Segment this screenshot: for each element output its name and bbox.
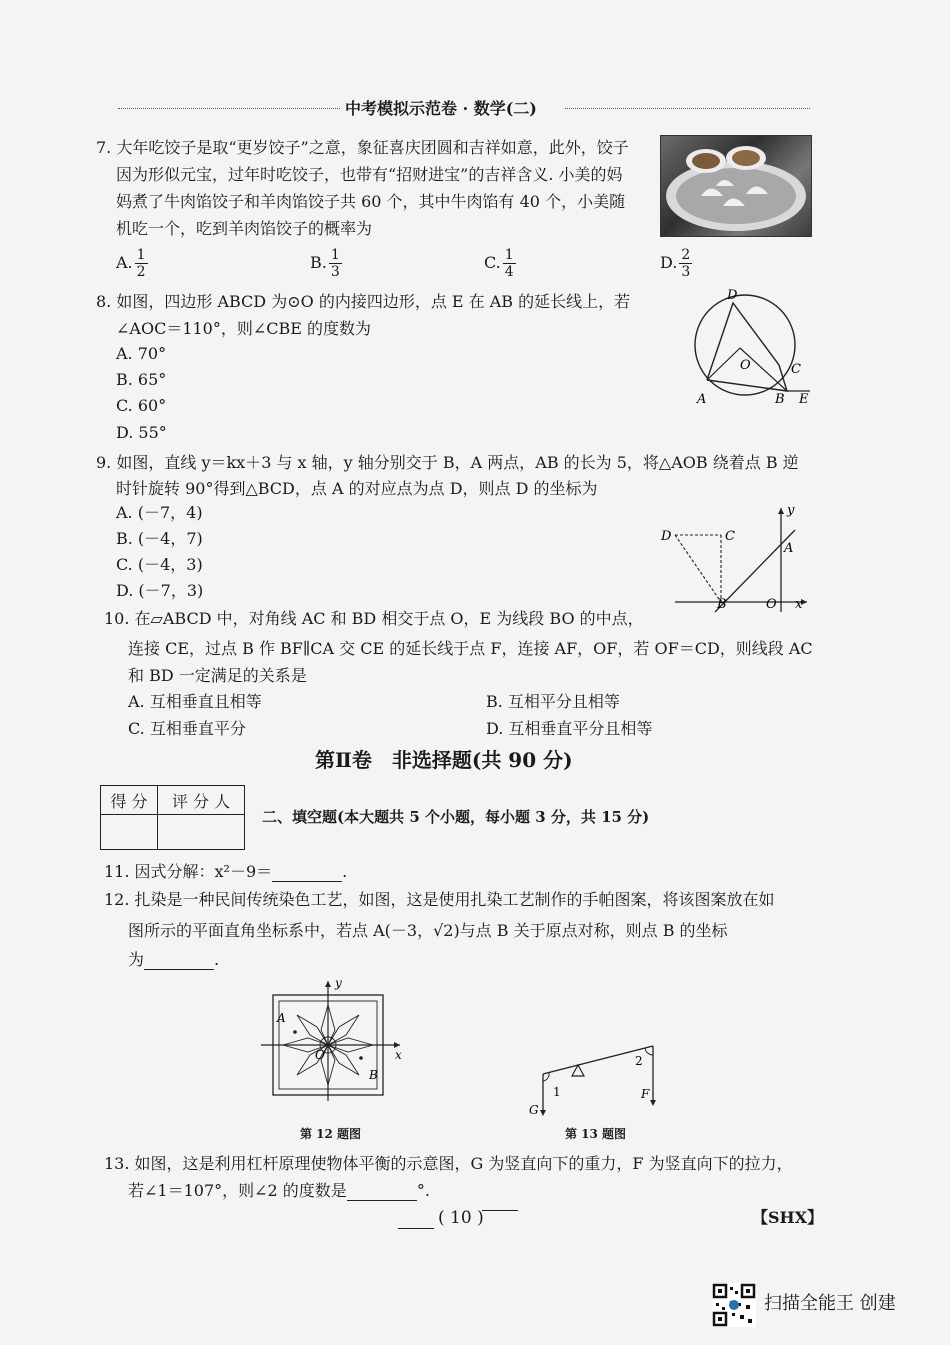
q13-caption: 第 13 题图 (565, 1127, 627, 1141)
label-O: O (740, 358, 751, 373)
dumplings-illustration (661, 136, 811, 236)
q7-line1: 7. 大年吃饺子是取“更岁饺子”之意，象征喜庆团圆和吉祥如意，此外，饺子 (96, 138, 629, 157)
q12-line1: 12. 扎染是一种民间传统染色工艺，如图，这是使用扎染工艺制作的手帕图案，将该图案放在如 (104, 890, 775, 909)
q13-line1: 13. 如图，这是利用杠杆原理使物体平衡的示意图，G 为竖直向下的重力，F 为竖直向下的拉力， (104, 1154, 793, 1173)
q10-option-a: A. 互相垂直且相等 (128, 692, 262, 711)
q13-lever-figure (525, 1030, 665, 1120)
label-A: A (277, 1011, 286, 1025)
qr-code-icon (712, 1283, 756, 1327)
q9-line1: 9. 如图，直线 y＝kx＋3 与 x 轴，y 轴分别交于 B，A 两点，AB 的长为 5，将△AOB 绕着点 B 逆 (96, 453, 799, 472)
label-x: x (395, 1048, 402, 1062)
answer-blank (144, 953, 214, 970)
q7-line4: 机吃一个，吃到羊肉馅饺子的概率为 (116, 219, 373, 238)
label-G: G (529, 1103, 539, 1117)
page-header-title: 中考模拟示范卷 · 数学(二) (345, 99, 537, 118)
q10-line3: 和 BD 一定满足的关系是 (128, 666, 307, 685)
grader-header: 评 分 人 (158, 786, 245, 815)
q9-coordinate-figure (655, 500, 815, 615)
q9-option-b: B. (－4，7) (116, 529, 203, 548)
q10-option-d: D. 互相垂直平分且相等 (486, 719, 653, 738)
q8-option-d: D. 55° (116, 423, 167, 442)
score-table (100, 785, 245, 850)
q9-option-a: A. (－7，4) (116, 503, 203, 522)
q13-text: 若∠1＝107°，则∠2 的度数是 (128, 1181, 347, 1200)
watermark-text: 扫描全能王 创建 (764, 1293, 896, 1314)
section-2-title: 第Ⅱ卷 非选择题(共 90 分) (315, 748, 573, 772)
score-header: 得 分 (101, 786, 158, 815)
label-y: y (335, 976, 342, 990)
fraction: $\frac{2}{3}$ (681, 247, 691, 280)
label-C: C (791, 362, 801, 377)
page-number-value: 10 (450, 1208, 472, 1228)
label-B: B (775, 392, 785, 407)
answer-blank (347, 1184, 417, 1201)
fraction: $\frac{1}{2}$ (136, 247, 146, 280)
q8-line2: ∠AOC＝110°，则∠CBE 的度数为 (116, 319, 372, 338)
q7-line3: 妈煮了牛肉馅饺子和羊肉馅饺子共 60 个，其中牛肉馅有 40 个，小美随 (116, 192, 626, 211)
label-D: D (727, 288, 738, 303)
label-O: O (315, 1048, 325, 1062)
q7-option-a (116, 243, 148, 283)
label-y: y (787, 503, 795, 518)
label-F: F (641, 1087, 650, 1101)
header-rule-left (118, 108, 340, 109)
fraction: $\frac{1}{3}$ (330, 247, 340, 280)
option-label: A. (116, 253, 133, 272)
label-O: O (766, 597, 777, 612)
exam-code: 【SHX】 (752, 1208, 824, 1227)
label-x: x (795, 597, 803, 612)
q13-line2 (128, 1181, 430, 1201)
q7-line2: 因为形似元宝，过年时吃饺子，也带有“招财进宝”的吉祥含义. 小美的妈 (116, 165, 623, 184)
label-E: E (799, 392, 809, 407)
q9-option-d: D. (－7，3) (116, 581, 204, 600)
q10-option-b: B. 互相平分且相等 (486, 692, 620, 711)
q11-end: . (342, 862, 348, 881)
q7-option-b (310, 243, 342, 283)
grader-cell (158, 815, 245, 850)
q8-option-b: B. 65° (116, 370, 167, 389)
score-cell (101, 815, 158, 850)
page-number: ( 10 ) (438, 1208, 484, 1228)
q8-line1: 8. 如图，四边形 ABCD 为⊙O 的内接四边形，点 E 在 AB 的延长线上，若 (96, 292, 631, 311)
option-label: C. (484, 253, 501, 272)
q11-text: 11. 因式分解：x²－9＝ (104, 862, 273, 881)
answer-blank (272, 865, 342, 882)
q12-end: . (214, 950, 220, 969)
label-B: B (717, 597, 727, 612)
q9-option-c: C. (－4，3) (116, 555, 203, 574)
q8-option-c: C. 60° (116, 396, 167, 415)
label-B: B (369, 1068, 378, 1082)
label-A: A (784, 541, 794, 556)
label-C: C (725, 529, 735, 544)
label-angle-2: 2 (635, 1054, 643, 1068)
label-angle-1: 1 (553, 1085, 561, 1099)
q9-line2: 时针旋转 90°得到△BCD，点 A 的对应点为点 D，则点 D 的坐标为 (116, 479, 598, 498)
fraction: $\frac{1}{4}$ (504, 247, 514, 280)
q10-line1: 10. 在▱ABCD 中，对角线 AC 和 BD 相交于点 O，E 为线段 BO 的中点， (104, 609, 644, 628)
q12-line3 (128, 950, 219, 970)
option-label: D. (660, 253, 678, 272)
footer-rule-left (398, 1228, 434, 1229)
option-label: B. (310, 253, 327, 272)
q8-option-a: A. 70° (116, 344, 167, 363)
dumplings-photo (660, 135, 812, 237)
header-rule-right (565, 108, 810, 109)
q10-line2: 连接 CE，过点 B 作 BF∥CA 交 CE 的延长线于点 F，连接 AF，OF，若 OF＝CD，则线段 AC (128, 639, 813, 658)
q7-option-c (484, 243, 516, 283)
q12-caption: 第 12 题图 (300, 1127, 362, 1141)
q12-pattern-figure (255, 975, 410, 1105)
label-D: D (661, 529, 672, 544)
q10-option-c: C. 互相垂直平分 (128, 719, 246, 738)
q12-line2: 图所示的平面直角坐标系中，若点 A(－3，√2)与点 B 关于原点对称，则点 B 的坐标 (128, 921, 728, 940)
label-A: A (697, 392, 707, 407)
part2-title: 二、填空题(本大题共 5 个小题，每小题 3 分，共 15 分) (262, 808, 650, 826)
q13-end: °. (416, 1181, 430, 1200)
footer-rule-right (482, 1210, 518, 1211)
q8-circle-figure (685, 285, 815, 410)
q12-prefix: 为 (128, 950, 145, 969)
q7-option-d (660, 243, 692, 283)
q11 (104, 862, 347, 882)
